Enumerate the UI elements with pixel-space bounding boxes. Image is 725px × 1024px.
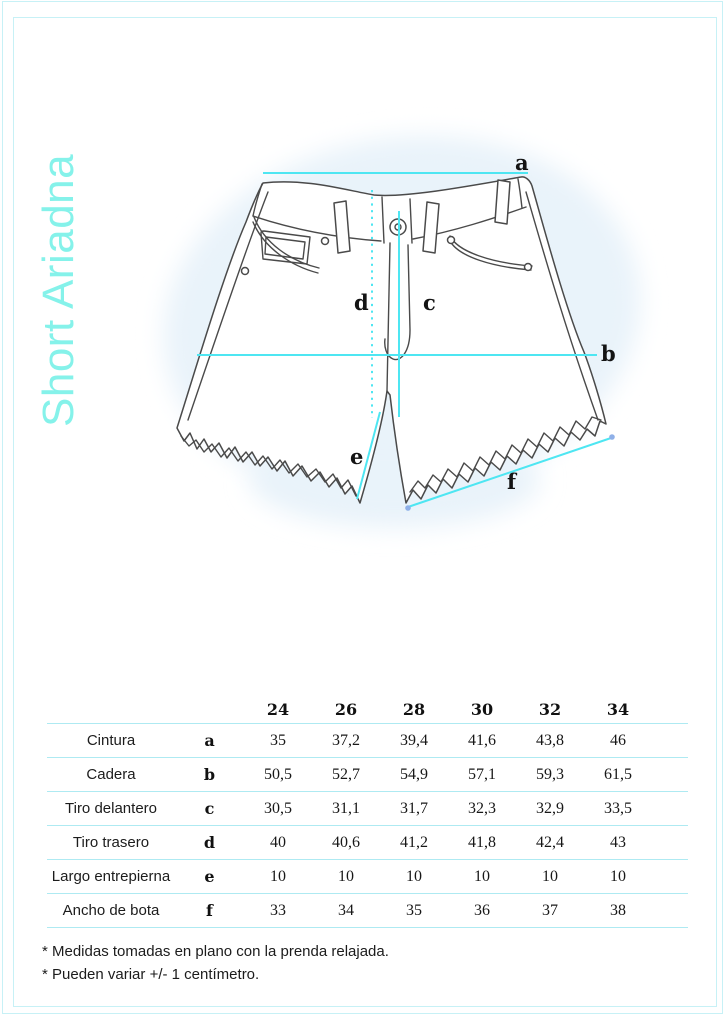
measurement-value: 33 xyxy=(270,901,286,919)
measurement-value: 31,7 xyxy=(400,799,428,817)
size-column-header: 34 xyxy=(606,699,630,719)
measurement-value: 41,8 xyxy=(468,833,496,851)
measurement-value: 46 xyxy=(610,731,626,749)
measure-label-e: e xyxy=(350,444,364,469)
measure-label-a: a xyxy=(515,150,529,175)
size-column-header: 32 xyxy=(538,699,562,719)
table-row-tiro-trasero xyxy=(47,826,688,860)
row-letter: c xyxy=(204,799,215,818)
row-label: Cintura xyxy=(86,732,136,749)
size-column-header: 24 xyxy=(266,699,290,719)
measurement-value: 10 xyxy=(406,867,422,885)
measurement-value: 10 xyxy=(542,867,558,885)
size-column-header: 28 xyxy=(402,699,426,719)
measurement-value: 35 xyxy=(406,901,422,919)
measurement-value: 32,9 xyxy=(536,799,564,817)
belt-loop-right xyxy=(495,180,510,224)
size-column-header: 30 xyxy=(470,699,494,719)
footnote-tolerance: * Pueden variar +/- 1 centímetro. xyxy=(42,966,260,983)
rivet xyxy=(242,268,249,275)
shorts-technical-drawing xyxy=(150,130,670,540)
measurement-value: 41,6 xyxy=(468,731,496,749)
measurement-value: 38 xyxy=(610,901,626,919)
size-table-header-row xyxy=(47,695,688,724)
measurement-value: 31,1 xyxy=(332,799,360,817)
measurement-value: 41,2 xyxy=(400,833,428,851)
size-table xyxy=(47,695,688,928)
rivet xyxy=(525,264,532,271)
row-letter: d xyxy=(203,833,216,852)
product-title: Short Ariadna xyxy=(34,153,83,427)
footnote-measurements: * Medidas tomadas en plano con la prenda relajada. xyxy=(42,943,389,960)
row-label: Cadera xyxy=(86,766,136,783)
measurement-value: 59,3 xyxy=(536,765,564,783)
measurement-value: 40,6 xyxy=(332,833,360,851)
row-letter: a xyxy=(204,731,215,750)
measure-label-f: f xyxy=(507,469,517,494)
measurement-value: 54,9 xyxy=(400,765,428,783)
measure-label-c: c xyxy=(423,290,436,315)
table-row-ancho-de-bota xyxy=(47,894,688,928)
row-label: Tiro delantero xyxy=(65,800,157,817)
measurement-value: 32,3 xyxy=(468,799,496,817)
rivet xyxy=(322,238,329,245)
measurement-value: 37 xyxy=(542,901,558,919)
measurement-value: 50,5 xyxy=(264,765,292,783)
measurement-value: 35 xyxy=(270,731,286,749)
measurement-value: 57,1 xyxy=(468,765,496,783)
measurement-value: 37,2 xyxy=(332,731,360,749)
row-label: Tiro trasero xyxy=(72,834,150,851)
measure-label-d: d xyxy=(354,290,369,315)
size-column-header: 26 xyxy=(334,699,358,719)
row-label: Largo entrepierna xyxy=(51,868,171,885)
measurement-value: 10 xyxy=(474,867,490,885)
measurement-value: 39,4 xyxy=(400,731,428,749)
measure-line-f-end-dot xyxy=(609,434,615,440)
rivet xyxy=(448,237,455,244)
measurement-value: 61,5 xyxy=(604,765,632,783)
measurement-value: 10 xyxy=(270,867,286,885)
table-row-cadera xyxy=(47,758,688,792)
measurement-value: 33,5 xyxy=(604,799,632,817)
row-letter: b xyxy=(203,765,216,784)
footnotes xyxy=(42,940,389,986)
measurement-value: 10 xyxy=(610,867,626,885)
measurement-value: 10 xyxy=(338,867,354,885)
measure-line-f-end-dot xyxy=(405,505,411,511)
table-row-cintura xyxy=(47,724,688,758)
measurement-value: 40 xyxy=(270,833,286,851)
row-label: Ancho de bota xyxy=(62,902,160,919)
row-letter: e xyxy=(204,867,215,886)
table-row-largo-entrepierna xyxy=(47,860,688,894)
measurement-value: 34 xyxy=(338,901,354,919)
measurement-value: 52,7 xyxy=(332,765,360,783)
measurement-value: 43 xyxy=(610,833,626,851)
measurement-value: 36 xyxy=(474,901,490,919)
measurement-value: 42,4 xyxy=(536,833,564,851)
table-row-tiro-delantero xyxy=(47,792,688,826)
measurement-value: 43,8 xyxy=(536,731,564,749)
row-letter: f xyxy=(206,901,213,920)
measurement-value: 30,5 xyxy=(264,799,292,817)
measure-label-b: b xyxy=(601,341,616,366)
